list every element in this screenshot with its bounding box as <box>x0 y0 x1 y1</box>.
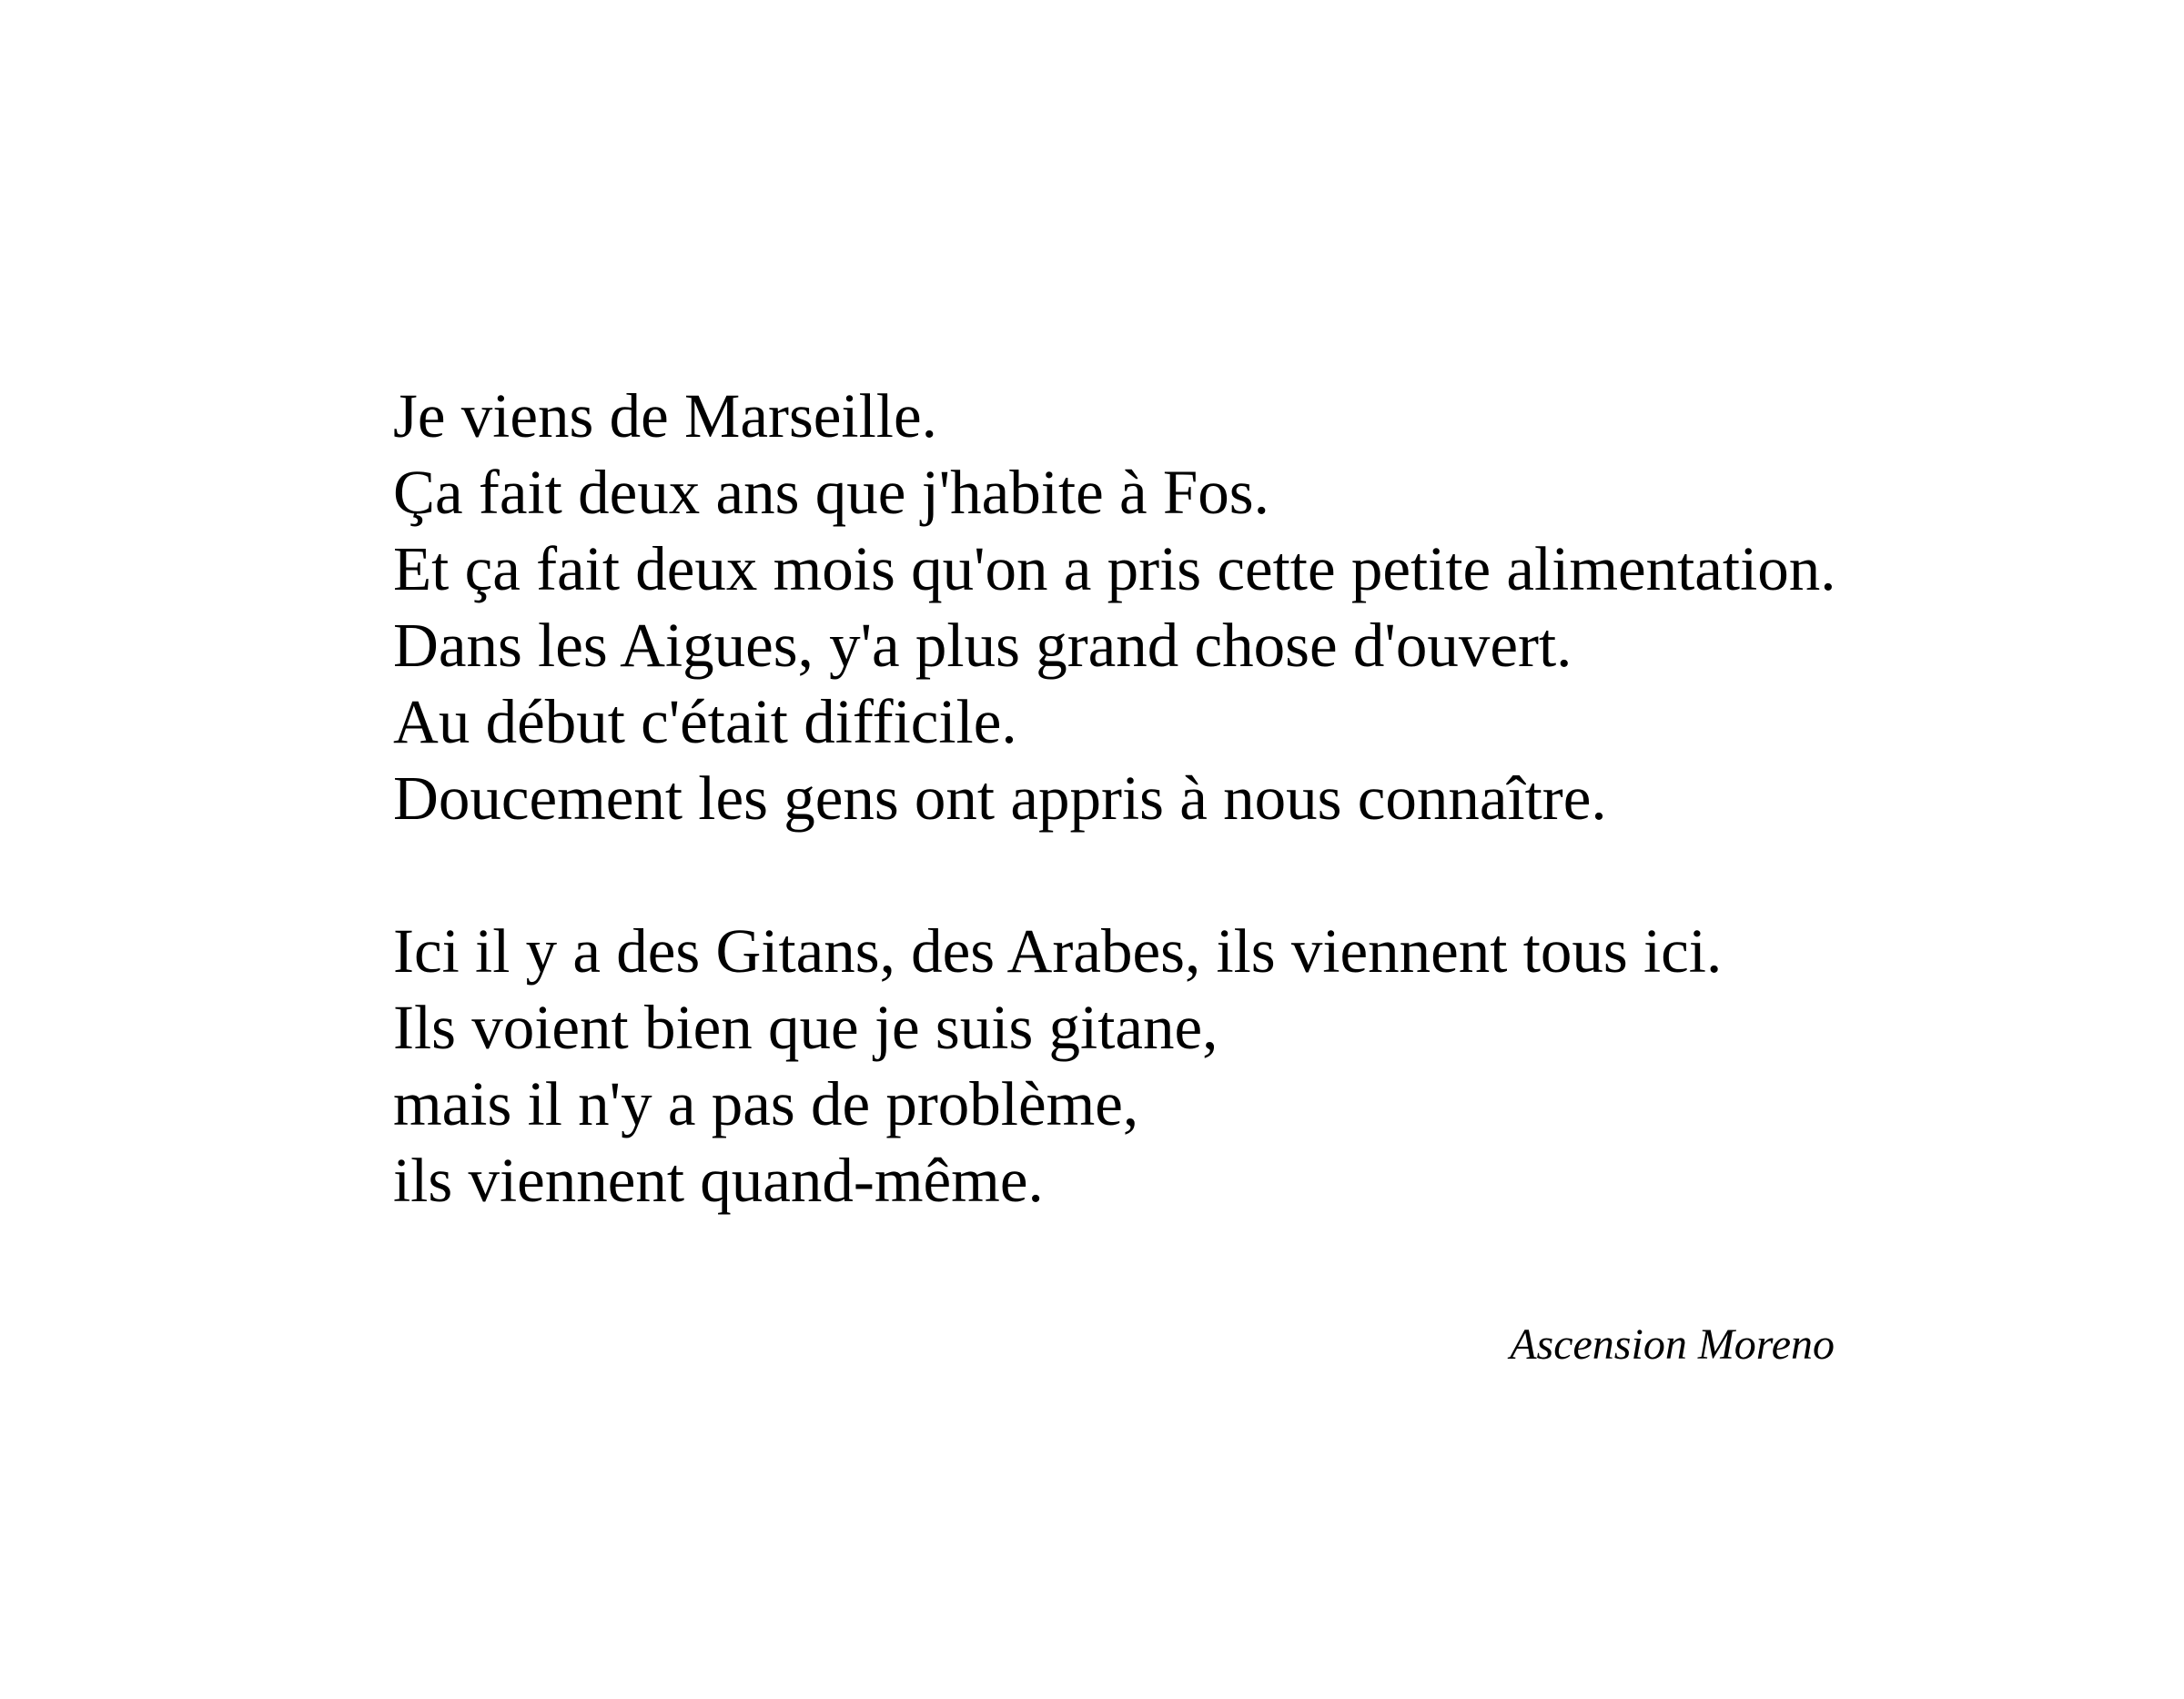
poem-line: Je viens de Marseille. <box>393 381 937 450</box>
poem-line: Dans les Aigues, y'a plus grand chose d'ouvert. <box>393 611 1572 680</box>
stanza-1 <box>393 378 1836 836</box>
poem-line: Au début c'était difficile. <box>393 687 1017 756</box>
stanza-2 <box>393 913 1836 1219</box>
poem-line: Doucement les gens ont appris à nous connaître. <box>393 764 1607 833</box>
poem-line: Et ça fait deux mois qu'on a pris cette petite alimentation. <box>393 534 1836 603</box>
poem <box>393 378 1836 1219</box>
poem-line: ils viennent quand-même. <box>393 1146 1044 1215</box>
attribution: Ascension Moreno <box>1510 1320 1835 1369</box>
poem-line: Ils voient bien que je suis gitane, <box>393 993 1218 1062</box>
poem-line: mais il n'y a pas de problème, <box>393 1069 1139 1138</box>
poem-line: Ça fait deux ans que j'habite à Fos. <box>393 458 1269 527</box>
poem-line: Ici il y a des Gitans, des Arabes, ils viennent tous ici. <box>393 916 1723 986</box>
